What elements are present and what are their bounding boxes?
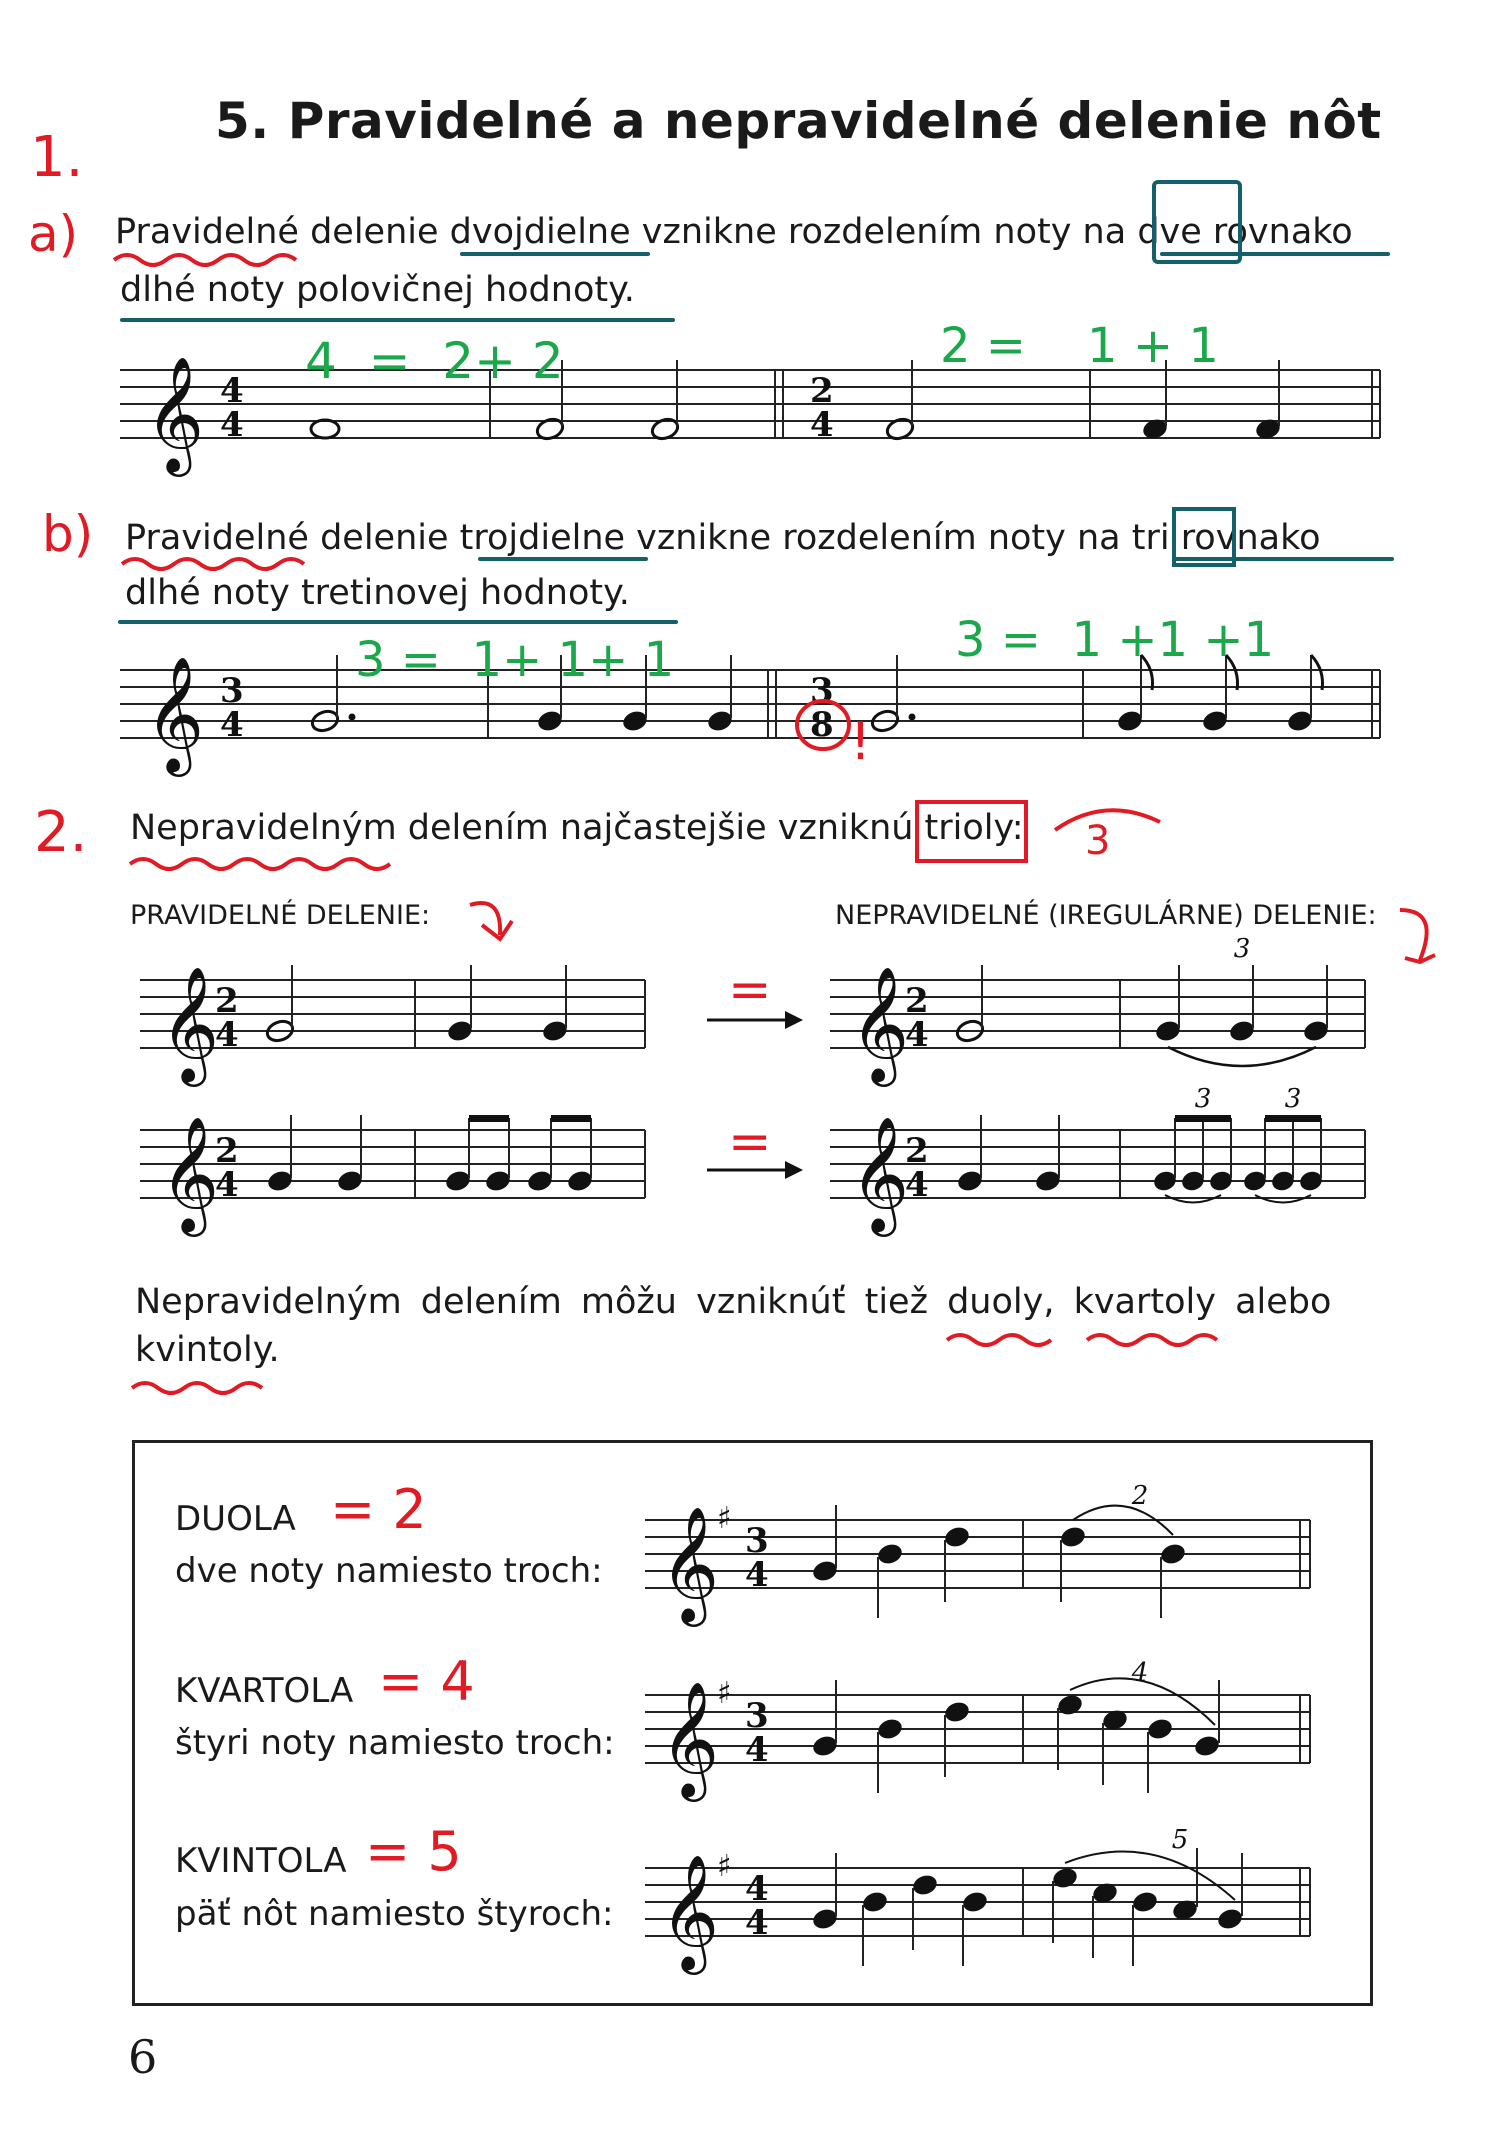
svg-text:♯: ♯: [717, 1501, 732, 1536]
red-triplet-3: 3: [1085, 818, 1111, 864]
red-equals-1: =: [728, 960, 772, 1020]
kvintola-title: KVINTOLA: [175, 1841, 347, 1881]
staff-duola: [645, 1481, 1325, 1622]
paragraph-duoly-line2: kvintoly.: [135, 1330, 280, 1370]
annotation-letter-a: a): [28, 205, 79, 263]
duola-desc: dve noty namiesto troch:: [175, 1551, 603, 1591]
green-annotation-a-right: 2 = 1 + 1: [940, 318, 1219, 374]
svg-text:2: 2: [810, 371, 834, 411]
green-annotation-b-right: 3 = 1 +1 +1: [955, 612, 1275, 668]
red-kvintola-equals: = 5: [365, 1820, 462, 1883]
red-squiggle-duoly: [945, 1328, 1065, 1348]
arrow-icon: [705, 1005, 805, 1035]
svg-text:2: 2: [215, 1131, 239, 1171]
svg-text:𝄞: 𝄞: [660, 1680, 720, 1797]
annotation-number-1: 1.: [30, 125, 84, 190]
box-tri: [1172, 507, 1236, 567]
staff-kvartola: [645, 1658, 1325, 1805]
red-squiggle-kvintoly: [130, 1376, 270, 1396]
paragraph-1a-line2: dlhé noty polovičnej hodnoty.: [120, 270, 635, 310]
svg-text:4: 4: [905, 1165, 929, 1205]
page-title: 5. Pravidelné a nepravidelné delenie nôt: [215, 92, 1382, 150]
paragraph-1b-line2: dlhé noty tretinovej hodnoty.: [125, 573, 630, 613]
kvintola-desc: päť nôt namiesto štyroch:: [175, 1894, 614, 1934]
svg-text:4: 4: [905, 1015, 929, 1055]
staff-irregular-2: [830, 1085, 1380, 1245]
time-sig-bottom: 4: [220, 405, 244, 445]
duola-title: DUOLA: [175, 1499, 296, 1539]
svg-text:3: 3: [1194, 1084, 1212, 1114]
underline-line2-a: [120, 318, 675, 322]
staff-irregular-1: [830, 935, 1380, 1095]
underline-line2-b: [118, 620, 678, 624]
svg-text:𝄞: 𝄞: [160, 1115, 220, 1232]
red-squiggle-pravidelne-b: [120, 552, 325, 572]
time-sig-top: 4: [220, 371, 244, 411]
svg-text:3: 3: [220, 671, 244, 711]
page-number: 6: [128, 2030, 158, 2084]
red-arrow-left: [462, 895, 522, 955]
svg-text:2: 2: [215, 981, 239, 1021]
svg-text:4: 4: [745, 1869, 769, 1909]
box-dve: [1152, 180, 1242, 264]
annotation-number-2: 2.: [34, 800, 88, 865]
red-exclamation: !: [850, 712, 871, 772]
staff-regular-1: [140, 950, 660, 1090]
svg-text:2: 2: [905, 981, 929, 1021]
red-kvartola-equals: = 4: [378, 1650, 475, 1713]
label-irregular-division: NEPRAVIDELNÉ (IREGULÁRNE) DELENIE:: [835, 900, 1377, 931]
red-equals-2: =: [728, 1112, 772, 1172]
label-regular-division: PRAVIDELNÉ DELENIE:: [130, 900, 431, 931]
svg-text:4: 4: [745, 1555, 769, 1595]
svg-text:2: 2: [1131, 1481, 1149, 1511]
svg-text:𝄞: 𝄞: [660, 1853, 720, 1970]
staff-regular-2: [140, 1100, 660, 1240]
underline-dvojdielne: [460, 252, 650, 256]
svg-text:♯: ♯: [717, 1676, 732, 1711]
red-squiggle-nepravidelnym: [128, 852, 398, 872]
treble-clef: 𝄞: [145, 355, 205, 472]
svg-text:4: 4: [745, 1730, 769, 1770]
box-trioly: [915, 800, 1028, 863]
paragraph-duoly-line1: Nepravidelným delením môžu vzniknúť tiež duoly, kvartoly alebo: [135, 1282, 1332, 1322]
staff-kvintola: [645, 1825, 1325, 1978]
kvartola-desc: štyri noty namiesto troch:: [175, 1723, 615, 1763]
svg-text:𝄞: 𝄞: [850, 1115, 910, 1232]
svg-text:4: 4: [745, 1903, 769, 1943]
red-arrow-right: [1390, 900, 1450, 980]
annotation-letter-b: b): [42, 505, 94, 563]
svg-text:𝄞: 𝄞: [145, 655, 205, 772]
svg-text:𝄞: 𝄞: [850, 965, 910, 1082]
svg-text:8: 8: [810, 705, 834, 745]
svg-text:♯: ♯: [717, 1849, 732, 1884]
svg-text:5: 5: [1171, 1825, 1189, 1855]
svg-text:3: 3: [745, 1696, 769, 1736]
svg-text:3: 3: [810, 671, 834, 711]
arrow-icon: [705, 1155, 805, 1185]
paragraph-1a-line1: Pravidelné delenie dvojdielne vznikne rozdelením noty na dve rovnako: [115, 212, 1353, 252]
green-annotation-a-left: 4 = 2+ 2: [305, 332, 564, 390]
red-duola-equals: = 2: [330, 1478, 427, 1541]
underline-trojdielne: [478, 557, 648, 561]
svg-text:3: 3: [1233, 934, 1251, 964]
red-squiggle-pravidelne-a: [112, 248, 312, 268]
svg-text:𝄞: 𝄞: [660, 1505, 720, 1622]
kvartola-title: KVARTOLA: [175, 1671, 354, 1711]
svg-text:3: 3: [745, 1521, 769, 1561]
red-squiggle-kvartoly: [1085, 1328, 1235, 1348]
svg-text:4: 4: [1131, 1658, 1149, 1688]
svg-text:4: 4: [220, 705, 244, 745]
svg-text:4: 4: [810, 405, 834, 445]
paragraph-1b-line1: Pravidelné delenie trojdielne vznikne rozdelením noty na tri rovnako: [125, 518, 1321, 558]
svg-text:3: 3: [1284, 1084, 1302, 1114]
svg-text:4: 4: [215, 1015, 239, 1055]
svg-text:4: 4: [215, 1165, 239, 1205]
whole-note: [311, 420, 339, 438]
svg-text:𝄞: 𝄞: [160, 965, 220, 1082]
svg-text:2: 2: [905, 1131, 929, 1171]
green-annotation-b-left: 3 = 1+ 1+ 1: [355, 632, 675, 688]
paragraph-2-intro: Nepravidelným delením najčastejšie vzniknú trioly:: [130, 808, 1024, 848]
